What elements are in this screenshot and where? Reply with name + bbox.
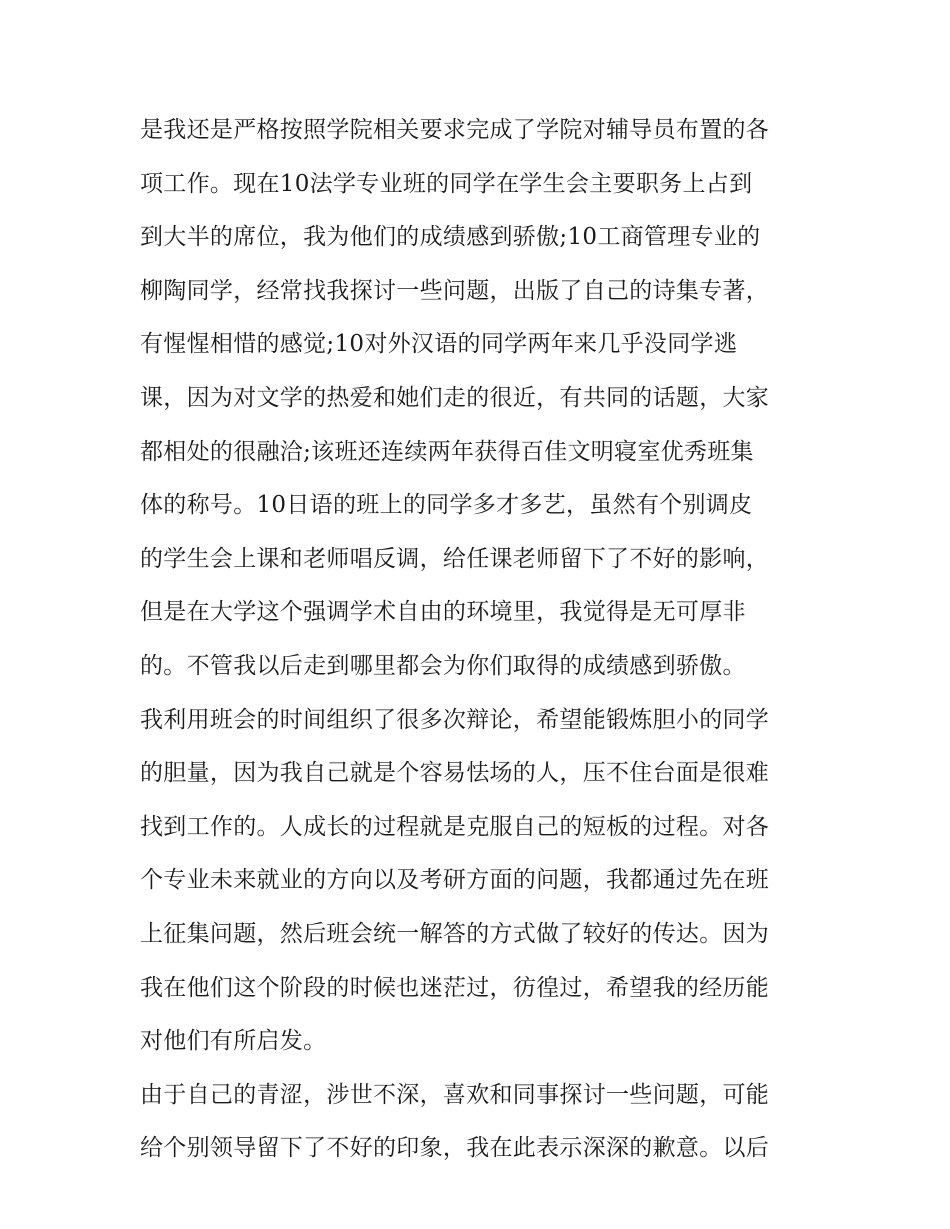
text-line-20: 给个别领导留下了不好的印象，我在此表示深深的歉意。以后 [140,1135,770,1162]
text-line-1: 是我还是严格按照学院相关要求完成了学院对辅导员布置的各 [140,117,770,143]
text-line-13: 的胆量，因为我自己就是个容易怯场的人，压不住台面是很难 [140,760,770,787]
text-line-7: 都相处的很融洽;该班还连续两年获得百佳文明寝室优秀班集 [140,438,754,465]
text-line-17: 我在他们这个阶段的时候也迷茫过，彷徨过，希望我的经历能 [140,974,770,1001]
text-line-16: 上征集问题，然后班会统一解答的方式做了较好的传达。因为 [140,920,770,947]
text-line-6: 课，因为对文学的热爱和她们走的很近，有共同的话题，大家 [140,384,770,411]
text-line-19: 由于自己的青涩，涉世不深，喜欢和同事探讨一些问题，可能 [140,1081,770,1108]
text-line-18: 对他们有所启发。 [140,1028,327,1055]
text-line-10: 但是在大学这个强调学术自由的环境里，我觉得是无可厚非 [140,599,746,626]
document-body [140,104,830,1176]
text-line-9: 的学生会上课和老师唱反调，给任课老师留下了不好的影响， [140,545,770,572]
text-line-5: 有惺惺相惜的感觉;10对外汉语的同学两年来几乎没同学逃 [140,331,738,358]
text-line-8: 体的称号。10日语的班上的同学多才多艺，虽然有个别调皮 [140,492,753,519]
text-line-12: 我利用班会的时间组织了很多次辩论，希望能锻炼胆小的同学 [140,706,770,733]
text-line-2: 项工作。现在10法学专业班的同学在学生会主要职务上占到 [140,170,753,197]
text-line-3: 到大半的席位，我为他们的成绩感到骄傲;10工商管理专业的 [140,224,761,251]
text-line-4: 柳陶同学，经常找我探讨一些问题，出版了自己的诗集专著， [140,277,770,304]
text-line-11: 的。不管我以后走到哪里都会为你们取得的成绩感到骄傲。 [140,652,746,679]
text-line-14: 找到工作的。人成长的过程就是克服自己的短板的过程。对各 [140,813,770,840]
text-line-15: 个专业未来就业的方向以及考研方面的问题，我都通过先在班 [140,867,770,894]
